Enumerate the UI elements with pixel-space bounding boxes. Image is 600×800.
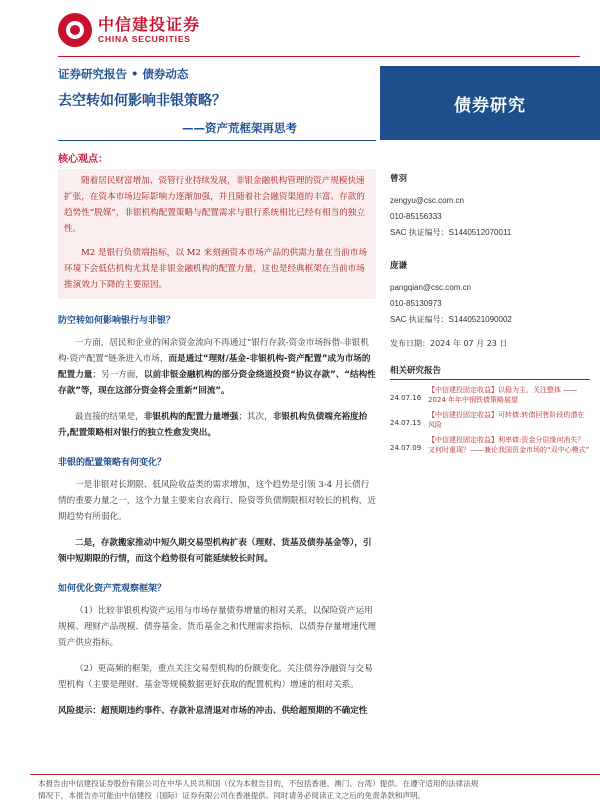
related-heading: 相关研究报告	[390, 364, 590, 380]
report-type: 证券研究报告 • 债券动态	[58, 67, 189, 81]
company-logo	[58, 10, 218, 50]
bold-run: 二是，存款搬家推动中短久期交易型机构扩表（理财、货基及债券基金等），引领中短期限的行情，而这个趋势很有可能延续较长时间。	[58, 538, 372, 564]
analyst-card	[390, 259, 590, 328]
analyst-name: 曾羽	[390, 174, 408, 184]
body-paragraph	[58, 409, 376, 441]
section-heading: 如何优化资产荒观察框架？	[58, 584, 167, 594]
body-paragraph: （1）比较非银机构资产运用与市场存量债券增量的相对关系，以保险资产运用规模、理财产品规模、债券基金、货币基金之和代理需求指标，以债券存量增速代理资产供应指标。	[58, 606, 376, 648]
analyst-license: SAC 执证编号：S1440512070011	[390, 228, 512, 237]
section-heading: 防空转如何影响银行与非银？	[58, 316, 176, 326]
related-link[interactable]: 【中信建投固定收益】可转债:转债回售阶段的潜在风险	[428, 411, 585, 429]
body-paragraph	[58, 535, 376, 567]
bold-run: 而是通过“理财/基金-非银机构-资产配置”成为市场的配置力量	[58, 354, 371, 380]
body-paragraph	[58, 335, 376, 399]
section-heading: 非银的配置策略有何变化？	[58, 458, 167, 468]
disclaimer-footer	[38, 778, 598, 800]
logo-emblem-icon	[58, 13, 92, 47]
analyst-panel	[390, 172, 590, 349]
related-date: 24.07.15	[390, 419, 422, 427]
risk-notice: 风险提示：超预期违约事件、存款补息清退对市场的冲击、供给超预期的不确定性	[58, 706, 368, 716]
analyst-license: SAC 执证编号：S1440521090002	[390, 315, 512, 324]
related-reports	[390, 364, 590, 461]
report-subtitle: ——资产荒框架再思考	[182, 121, 297, 135]
analyst-phone: 010-85156333	[390, 212, 442, 221]
related-date: 24.07.09	[390, 444, 422, 452]
publish-date	[390, 338, 590, 349]
related-date: 24.07.16	[390, 394, 422, 402]
brand-name-cn: 中信建投证券	[98, 14, 201, 34]
core-heading: 核心观点：	[58, 154, 108, 165]
bold-run: 非银机构负债端充裕度抬升,配置策略相对银行的独立性愈发突出。	[58, 412, 368, 438]
section-banner: 债券研究	[380, 66, 600, 140]
analyst-card	[390, 172, 590, 241]
text-run: ；另一方面，	[92, 370, 144, 380]
disclaimer-line: 本报告由中信建投证券股份有限公司在中华人民共和国（仅为本报告目的，不包括香港、澳门、台湾）提供。在遵守适用的法律法规	[38, 779, 479, 788]
footer-divider	[30, 774, 600, 775]
body-paragraph: 一是非银对长期限、低风险收益类的需求增加，这个趋势是引领 3-4 月长债行情的重要力量之一，这个力量主要来自农商行、险资等负债期限相对较长的机构，近期趋势有所弱化。	[58, 480, 376, 522]
related-link[interactable]: 【中信建投固定收益】利率债:资金分层缘何消失？又何时重现？——兼论我国资金市场的“双中心模式”	[428, 436, 590, 454]
analyst-email[interactable]: pangqian@csc.com.cn	[390, 283, 472, 292]
title-divider	[58, 140, 376, 141]
bold-run: 非银机构的配置力量增强	[143, 412, 239, 422]
body-paragraph: （2）更高频的框架，重点关注交易型机构的份额变化。关注债券净融资与交易型机构（主要是理财、基金等规模数据更好获取的配置机构）增速的相对关系。	[58, 664, 373, 690]
related-link[interactable]: 【中信建投固定收益】以稳为主，关注整体 ——2024 年年中钢铁债策略展望	[428, 386, 578, 404]
publish-label: 发布日期：	[390, 339, 430, 348]
main-content	[58, 150, 376, 719]
text-run: ；其次，	[238, 412, 273, 422]
brand-name-en: CHINA SECURITIES	[98, 33, 191, 44]
related-item[interactable]	[390, 436, 590, 455]
analyst-email[interactable]: zengyu@csc.com.cn	[390, 196, 464, 205]
publish-date-value: 2024 年 07 月 23 日	[430, 339, 508, 348]
core-paragraph: M2 是银行负债端指标，以 M2 来刻画资本市场产品的供需力量在当前市场环境下会低估机构尤其是非银金融机构的配置力量，这也是经典框架在当前市场推演效力下降的主要原因。	[64, 248, 367, 290]
text-run: 一方面，居民和企业的闲余资金流向不再通过“银行存款-资金市场拆借-非银机构-资产配置”链条进入市场，	[58, 338, 369, 364]
text-run: 最直接的结果是，	[75, 412, 144, 422]
report-title: 去空转如何影响非银策略？	[58, 93, 226, 109]
related-item[interactable]	[390, 411, 590, 430]
related-item[interactable]	[390, 386, 590, 405]
core-points-box	[58, 169, 376, 299]
disclaimer-line: 情况下，本报告亦可能由中信建投（国际）证券有限公司在香港提供。同时请务必阅读正文之后的免责条款和声明。	[38, 791, 426, 800]
logo-text	[98, 16, 200, 45]
bold-run: 以前非银金融机构的部分资金绕道投资“协议存款”、“结构性存款”等，现在这部分资金将会重新“回流”。	[58, 370, 376, 396]
header-divider	[58, 56, 580, 57]
analyst-name: 庞谦	[390, 261, 408, 271]
core-paragraph: 随着居民财富增加、资管行业持续发展，非银金融机构管理的资产规模快速扩张，在资本市场边际影响力逐渐加强，并且随着社会融资渠道的丰富、存款的趋势性“脱媒”，非银机构配置策略与配置需求与银行系统相比已经有相当的独立性。	[64, 176, 365, 234]
analyst-phone: 010-85130973	[390, 299, 442, 308]
